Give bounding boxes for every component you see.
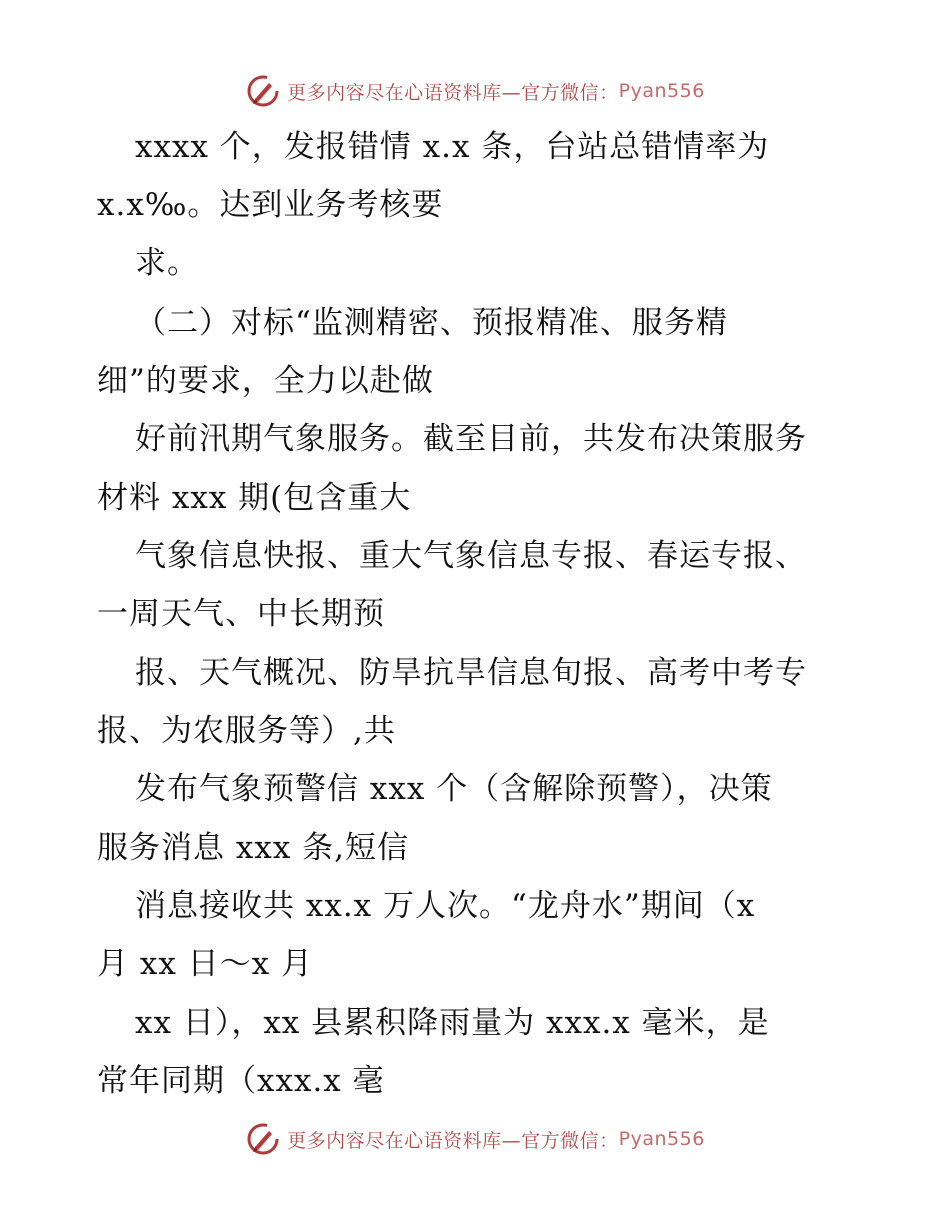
text-line: xx 日），xx 县累积降雨量为 xxx.x 毫米，是 xyxy=(135,1005,770,1041)
watermark-text: 更多内容尽在心语资料库—官方微信： xyxy=(287,81,619,104)
watermark-text: 更多内容尽在心语资料库—官方微信： xyxy=(287,1129,619,1152)
text-line: 报、为农服务等）,共 xyxy=(97,713,396,749)
text-line: 气象信息快报、重大气象信息专报、春运专报、 xyxy=(135,538,807,574)
header-watermark xyxy=(0,71,950,111)
text-line: xxxx 个，发报错情 x.x 条，台站总错情率为 xyxy=(135,129,770,165)
text-line: 常年同期（xxx.x 毫 xyxy=(97,1063,385,1099)
text-line: 月 xx 日～x 月 xyxy=(97,946,314,982)
watermark-wechat-id: Pyan556 xyxy=(618,1128,705,1150)
pen-logo-icon xyxy=(245,1121,281,1157)
text-line: 细”的要求，全力以赴做 xyxy=(97,363,434,399)
footer-watermark xyxy=(0,1119,950,1159)
text-line: 报、天气概况、防旱抗旱信息旬报、高考中考专 xyxy=(135,655,807,691)
text-line: 好前汛期气象服务。截至目前，共发布决策服务 xyxy=(135,421,807,457)
text-line: 发布气象预警信 xxx 个（含解除预警），决策 xyxy=(135,771,773,807)
watermark-wechat-id: Pyan556 xyxy=(618,80,705,102)
text-line: 一周天气、中长期预 xyxy=(97,596,385,632)
text-line: 材料 xxx 期(包含重大 xyxy=(97,480,412,516)
pen-logo-icon xyxy=(245,73,281,109)
text-line: 消息接收共 xx.x 万人次。“龙舟水”期间（x xyxy=(135,888,756,924)
text-line: 服务消息 xxx 条,短信 xyxy=(97,830,410,866)
text-line: （二）对标“监测精密、预报精准、服务精 xyxy=(135,305,728,341)
text-line: x.x‰。达到业务考核要 xyxy=(97,187,444,223)
text-line: 求。 xyxy=(135,245,199,281)
